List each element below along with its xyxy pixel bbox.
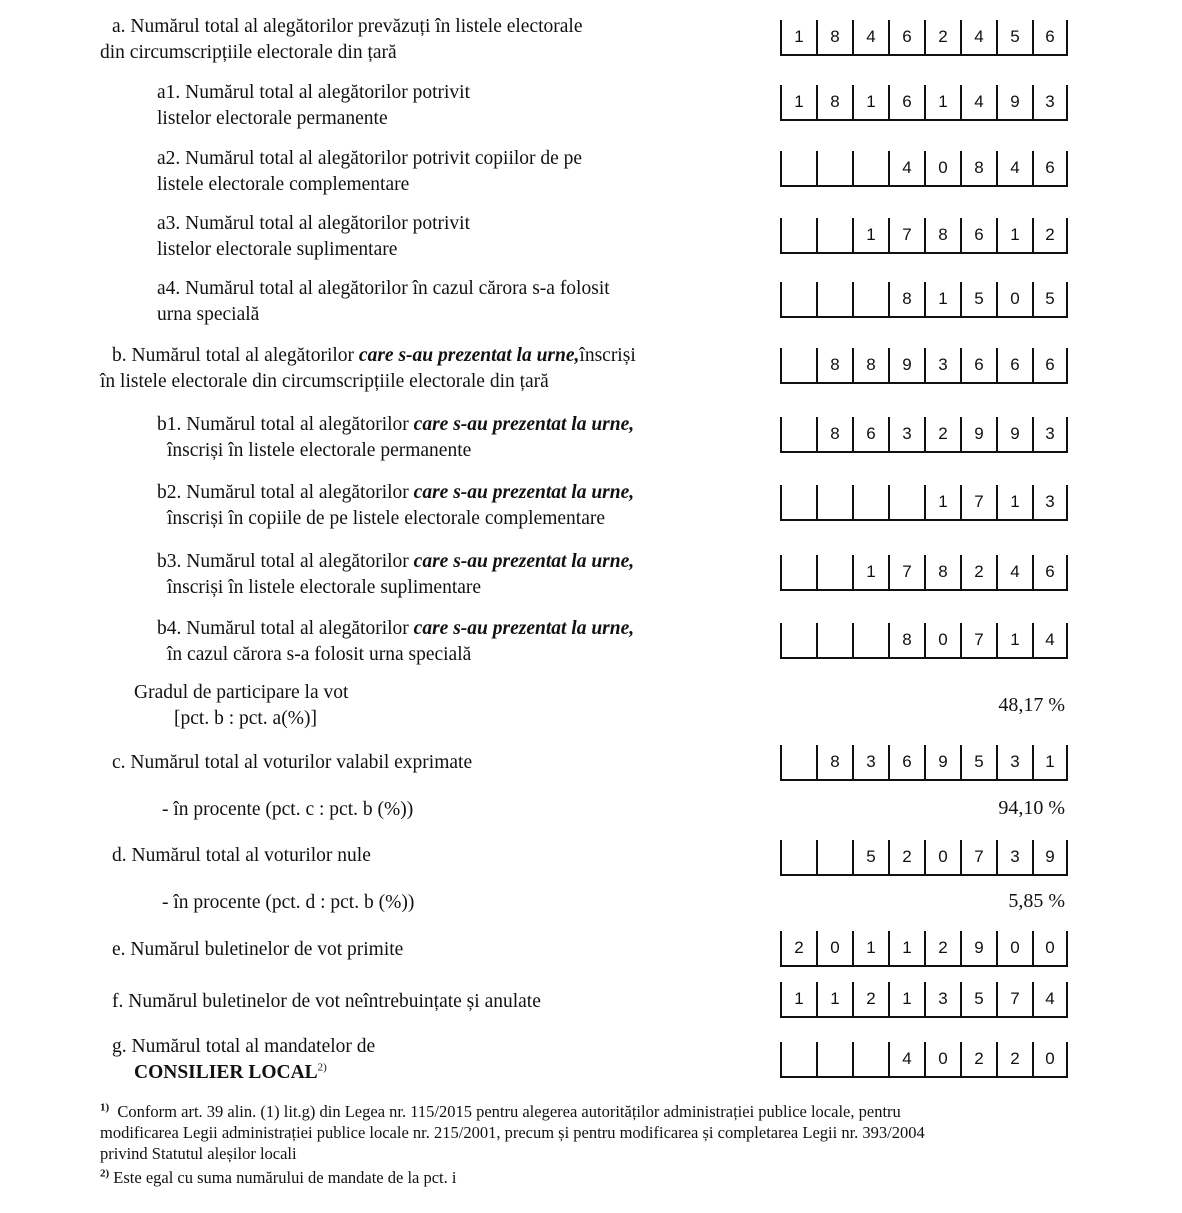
digit-cell: 4 <box>1032 982 1068 1016</box>
row-b-digits <box>780 348 1068 384</box>
digit-cell: 8 <box>852 348 888 382</box>
footnote-1-mark: 1) <box>100 1101 110 1114</box>
digit-cell: 7 <box>888 218 924 252</box>
digit-cell: 8 <box>960 151 996 185</box>
digit-cell: 3 <box>1032 417 1068 451</box>
row-a4-label <box>157 276 610 328</box>
row-b4-label <box>157 616 634 668</box>
row-b1-line1 <box>157 412 634 438</box>
turnout-line1: Gradul de participare la vot <box>134 682 349 703</box>
digit-cell: 9 <box>996 85 1032 119</box>
row-b1-digits <box>780 417 1068 453</box>
row-b4-line1-pre: b4. Numărul total al alegătorilor <box>157 618 414 639</box>
digit-cell <box>816 555 852 589</box>
footnote-2 <box>100 1167 1080 1188</box>
digit-cell: 1 <box>1032 745 1068 779</box>
footnote-1-line2: modificarea Legii administrației publice locale nr. 215/2001, precum și pentru modificarea și completarea Legii nr. 393/2004 <box>100 1123 925 1142</box>
footnote-1-text-1: Conform art. 39 alin. (1) lit.g) din Legea nr. 115/2015 pentru alegerea autorităților administrației publice locale, pentru <box>117 1102 901 1121</box>
digit-cell: 2 <box>924 20 960 54</box>
digit-cell <box>816 218 852 252</box>
digit-cell: 5 <box>996 20 1032 54</box>
digit-cell: 1 <box>780 982 816 1016</box>
digit-cell <box>780 745 816 779</box>
digit-cell: 4 <box>996 555 1032 589</box>
digit-cell: 7 <box>888 555 924 589</box>
digit-cell: 0 <box>816 931 852 965</box>
digit-cell: 1 <box>816 982 852 1016</box>
row-a3-line1: a3. Numărul total al alegătorilor potrivit <box>157 213 470 234</box>
footnote-2-mark: 2) <box>100 1167 110 1180</box>
digit-cell: 8 <box>816 745 852 779</box>
digit-cell: 1 <box>996 623 1032 657</box>
digit-cell: 0 <box>1032 1042 1068 1076</box>
digit-cell <box>816 485 852 519</box>
digit-cell: 6 <box>1032 555 1068 589</box>
row-b1-line1-pre: b1. Numărul total al alegătorilor <box>157 414 414 435</box>
turnout-line2: [pct. b : pct. a(%)] <box>174 708 317 729</box>
row-d-percent-label: - în procente (pct. d : pct. b (%)) <box>162 892 415 913</box>
row-g-label <box>112 1034 375 1086</box>
digit-cell: 3 <box>852 745 888 779</box>
digit-cell: 8 <box>888 282 924 316</box>
digit-cell: 0 <box>1032 931 1068 965</box>
row-a-label <box>100 14 583 66</box>
digit-cell: 0 <box>924 623 960 657</box>
row-c-digits <box>780 745 1068 781</box>
digit-cell: 2 <box>852 982 888 1016</box>
row-d-line1: d. Numărul total al voturilor nule <box>112 845 371 866</box>
row-a-line1: a. Numărul total al alegătorilor prevăzuți în listele electorale <box>112 16 583 37</box>
row-b3-digits <box>780 555 1068 591</box>
row-b-line1-post: înscriși <box>579 345 636 366</box>
digit-cell: 5 <box>1032 282 1068 316</box>
digit-cell: 8 <box>888 623 924 657</box>
digit-cell: 1 <box>924 282 960 316</box>
digit-cell: 1 <box>996 218 1032 252</box>
row-b1-line1-emphasis: care s-au prezentat la urne, <box>413 414 635 435</box>
digit-cell: 8 <box>924 555 960 589</box>
row-c-percent-value: 94,10 % <box>998 797 1065 819</box>
digit-cell <box>816 840 852 874</box>
digit-cell: 6 <box>852 417 888 451</box>
digit-cell <box>816 623 852 657</box>
digit-cell <box>852 485 888 519</box>
digit-cell <box>852 282 888 316</box>
footnote-2-text: Este egal cu suma numărului de mandate de la pct. i <box>113 1168 457 1187</box>
digit-cell <box>780 151 816 185</box>
digit-cell <box>780 485 816 519</box>
digit-cell: 2 <box>780 931 816 965</box>
row-b2-line1 <box>157 480 634 506</box>
row-a3-label <box>157 211 470 263</box>
row-b2-line2: înscriși în copiile de pe listele electorale complementare <box>167 508 606 529</box>
footnotes <box>100 1101 1080 1188</box>
digit-cell <box>852 623 888 657</box>
row-c-label <box>112 750 472 776</box>
digit-cell: 0 <box>924 840 960 874</box>
digit-cell: 9 <box>1032 840 1068 874</box>
row-b-label <box>100 343 636 395</box>
digit-cell: 1 <box>924 485 960 519</box>
row-b2-line1-emphasis: care s-au prezentat la urne, <box>413 482 635 503</box>
digit-cell: 0 <box>996 931 1032 965</box>
row-b1-line2: înscriși în listele electorale permanente <box>167 440 472 461</box>
row-a1-line2: listelor electorale permanente <box>157 108 388 129</box>
digit-cell: 3 <box>888 417 924 451</box>
row-a2-digits <box>780 151 1068 187</box>
digit-cell: 5 <box>852 840 888 874</box>
digit-cell: 2 <box>924 417 960 451</box>
row-b-line1-pre: b. Numărul total al alegătorilor <box>112 345 359 366</box>
row-b3-label <box>157 549 634 601</box>
digit-cell <box>780 282 816 316</box>
digit-cell: 4 <box>996 151 1032 185</box>
digit-cell: 1 <box>852 85 888 119</box>
row-e-label <box>112 937 403 963</box>
row-f-line1: f. Numărul buletinelor de vot neîntrebuințate și anulate <box>112 991 541 1012</box>
digit-cell: 6 <box>960 348 996 382</box>
row-b1-label <box>157 412 634 464</box>
digit-cell: 8 <box>816 85 852 119</box>
row-b4-line2: în cazul cărora s-a folosit urna specială <box>167 644 472 665</box>
digit-cell: 2 <box>1032 218 1068 252</box>
digit-cell <box>780 623 816 657</box>
row-a1-digits <box>780 85 1068 121</box>
digit-cell: 6 <box>1032 348 1068 382</box>
row-a-line2: din circumscripțiile electorale din țară <box>100 42 397 63</box>
digit-cell: 2 <box>960 555 996 589</box>
row-b4-line1 <box>157 616 634 642</box>
row-g-line2 <box>112 1060 375 1086</box>
digit-cell <box>780 840 816 874</box>
digit-cell: 4 <box>960 85 996 119</box>
row-a2-line2: listele electorale complementare <box>157 174 410 195</box>
digit-cell: 3 <box>924 982 960 1016</box>
digit-cell: 8 <box>816 417 852 451</box>
row-a4-line1: a4. Numărul total al alegătorilor în cazul cărora s-a folosit <box>157 278 610 299</box>
row-a3-line2: listelor electorale suplimentare <box>157 239 398 260</box>
digit-cell: 3 <box>924 348 960 382</box>
row-a2-label <box>157 146 582 198</box>
row-f-digits <box>780 982 1068 1018</box>
row-g-footnote-mark: 2) <box>317 1061 327 1074</box>
digit-cell <box>852 151 888 185</box>
row-c-line1: c. Numărul total al voturilor valabil exprimate <box>112 752 473 773</box>
digit-cell: 3 <box>996 840 1032 874</box>
digit-cell: 0 <box>924 1042 960 1076</box>
digit-cell: 2 <box>996 1042 1032 1076</box>
digit-cell: 1 <box>924 85 960 119</box>
digit-cell: 9 <box>996 417 1032 451</box>
row-a-digits <box>780 20 1068 56</box>
digit-cell <box>780 555 816 589</box>
digit-cell: 6 <box>888 20 924 54</box>
digit-cell: 4 <box>852 20 888 54</box>
row-d-label <box>112 843 371 869</box>
digit-cell: 9 <box>960 417 996 451</box>
digit-cell: 9 <box>924 745 960 779</box>
row-b4-digits <box>780 623 1068 659</box>
digit-cell: 1 <box>996 485 1032 519</box>
row-e-digits <box>780 931 1068 967</box>
turnout-label <box>134 680 348 732</box>
row-g-digits <box>780 1042 1068 1078</box>
digit-cell: 3 <box>1032 485 1068 519</box>
footnote-1-line1 <box>100 1101 1080 1122</box>
digit-cell: 2 <box>924 931 960 965</box>
row-b3-line1-pre: b3. Numărul total al alegătorilor <box>157 551 414 572</box>
digit-cell: 7 <box>960 485 996 519</box>
digit-cell: 6 <box>960 218 996 252</box>
digit-cell: 4 <box>888 151 924 185</box>
digit-cell: 7 <box>960 840 996 874</box>
digit-cell: 9 <box>960 931 996 965</box>
digit-cell <box>888 485 924 519</box>
row-d-percent-value: 5,85 % <box>1008 890 1065 912</box>
digit-cell <box>780 348 816 382</box>
turnout-value: 48,17 % <box>998 694 1065 716</box>
digit-cell: 2 <box>888 840 924 874</box>
row-b2-line1-pre: b2. Numărul total al alegătorilor <box>157 482 414 503</box>
row-a3-digits <box>780 218 1068 254</box>
row-c-percent-label: - în procente (pct. c : pct. b (%)) <box>162 799 414 820</box>
digit-cell: 5 <box>960 282 996 316</box>
row-a1-line1: a1. Numărul total al alegătorilor potrivit <box>157 82 470 103</box>
digit-cell: 1 <box>852 931 888 965</box>
digit-cell: 0 <box>996 282 1032 316</box>
row-g-line1: g. Numărul total al mandatelor de <box>112 1036 376 1057</box>
row-a4-digits <box>780 282 1068 318</box>
row-b2-digits <box>780 485 1068 521</box>
row-e-line1: e. Numărul buletinelor de vot primite <box>112 939 404 960</box>
digit-cell: 8 <box>924 218 960 252</box>
digit-cell <box>816 151 852 185</box>
digit-cell: 6 <box>888 85 924 119</box>
row-f-label <box>112 989 541 1015</box>
row-b3-line2: înscriși în listele electorale suplimentare <box>167 577 482 598</box>
row-b3-line1 <box>157 549 634 575</box>
digit-cell: 8 <box>816 348 852 382</box>
digit-cell: 6 <box>996 348 1032 382</box>
digit-cell: 6 <box>1032 20 1068 54</box>
digit-cell: 1 <box>780 20 816 54</box>
digit-cell <box>780 1042 816 1076</box>
row-b-line2: în listele electorale din circumscripțiile electorale din țară <box>100 371 549 392</box>
row-b-line1-emphasis: care s-au prezentat la urne, <box>358 345 580 366</box>
digit-cell: 0 <box>924 151 960 185</box>
row-b-line1 <box>100 343 636 369</box>
row-a2-line1: a2. Numărul total al alegătorilor potrivit copiilor de pe <box>157 148 583 169</box>
digit-cell: 5 <box>960 745 996 779</box>
row-b3-line1-emphasis: care s-au prezentat la urne, <box>413 551 635 572</box>
row-b2-label <box>157 480 634 532</box>
row-a4-line2: urna specială <box>157 304 260 325</box>
digit-cell <box>852 1042 888 1076</box>
digit-cell: 3 <box>996 745 1032 779</box>
digit-cell: 2 <box>960 1042 996 1076</box>
digit-cell <box>780 218 816 252</box>
digit-cell: 6 <box>888 745 924 779</box>
digit-cell: 7 <box>996 982 1032 1016</box>
digit-cell: 1 <box>852 555 888 589</box>
digit-cell: 4 <box>960 20 996 54</box>
digit-cell: 7 <box>960 623 996 657</box>
digit-cell: 8 <box>816 20 852 54</box>
footnote-1-line3: privind Statutul aleșilor locali <box>100 1144 297 1163</box>
digit-cell: 3 <box>1032 85 1068 119</box>
digit-cell: 6 <box>1032 151 1068 185</box>
digit-cell <box>780 417 816 451</box>
digit-cell <box>816 282 852 316</box>
digit-cell: 1 <box>852 218 888 252</box>
digit-cell: 4 <box>1032 623 1068 657</box>
row-a1-label <box>157 80 470 132</box>
digit-cell: 1 <box>780 85 816 119</box>
digit-cell <box>816 1042 852 1076</box>
row-g-consilier-local: CONSILIER LOCAL <box>134 1062 318 1083</box>
digit-cell: 1 <box>888 931 924 965</box>
row-d-digits <box>780 840 1068 876</box>
row-b4-line1-emphasis: care s-au prezentat la urne, <box>413 618 635 639</box>
digit-cell: 5 <box>960 982 996 1016</box>
digit-cell: 9 <box>888 348 924 382</box>
digit-cell: 4 <box>888 1042 924 1076</box>
digit-cell: 1 <box>888 982 924 1016</box>
